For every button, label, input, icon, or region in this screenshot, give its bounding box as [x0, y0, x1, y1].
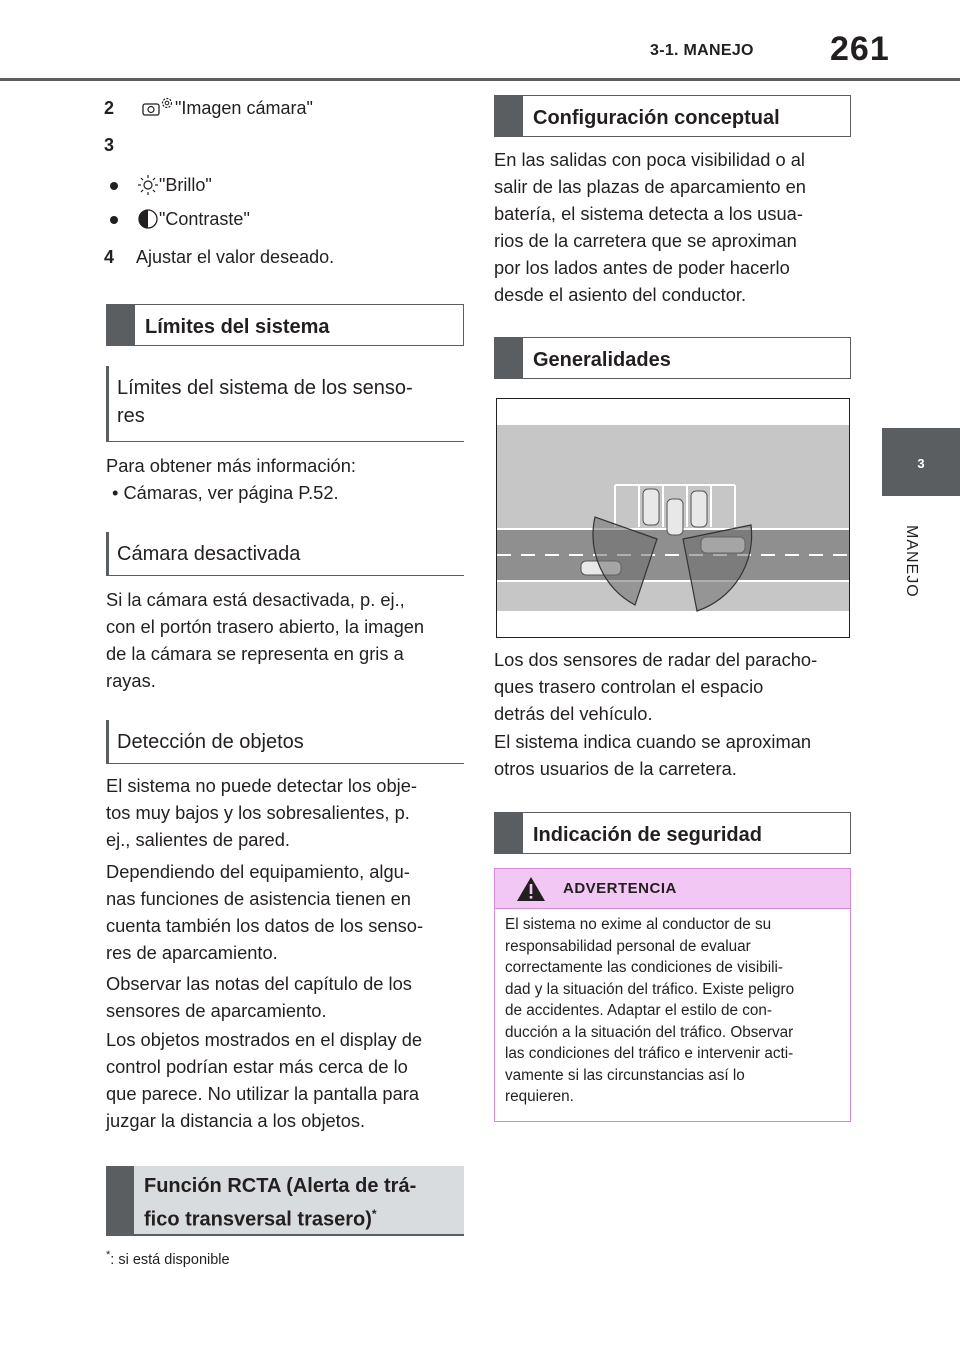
section-header-concept: Configuración conceptual: [494, 95, 851, 137]
paragraph-detection-3: Observar las notas del capítulo de los sensores de aparcamiento.: [106, 973, 412, 1021]
paragraph-general-2: El sistema indica cuando se aproximan otros usuarios de la carretera.: [494, 731, 812, 779]
section-header-general: Generalidades: [494, 337, 851, 379]
section-header-system-limits: Límites del sistema: [106, 304, 464, 346]
page-number: 261: [830, 30, 890, 68]
section-header-safety: Indicación de seguridad: [494, 812, 851, 854]
step-3: 3: [104, 135, 115, 155]
step-4: 4 Ajustar el valor deseado.: [104, 247, 335, 267]
parking-radar-diagram: [497, 399, 849, 637]
contrast-icon: [137, 208, 159, 230]
footnote: *: si está disponible: [106, 1249, 230, 1268]
subheader-camera-disabled: Cámara desactivada: [106, 532, 464, 576]
paragraph-general-1: Los dos sensores de radar del paracho- ques trasero controlan el espacio detrás del vehículo.: [494, 649, 818, 724]
bullet-contrast: "Contraste": [110, 208, 250, 230]
warning-box: [494, 868, 851, 1122]
chapter-label: MANEJO: [903, 525, 920, 598]
chapter-tab: 3: [882, 428, 960, 496]
subheader-sensor-limits: Límites del sistema de los senso- res: [106, 366, 464, 442]
rcta-illustration: [496, 398, 850, 638]
section-title: 3-1. MANEJO: [650, 42, 754, 59]
warning-text: El sistema no exime al conductor de su responsabilidad personal de evaluar correctamente las condiciones de visibili- dad y la situación del tráfico. Existe peligro de accidentes. Adaptar el estilo de con- ducción a la situación del tráfico. Observar las condiciones del tráfico e intervenir acti- vamente si las circunstancias así lo requieren.: [505, 916, 795, 1105]
bullet-brightness: "Brillo": [110, 174, 212, 196]
paragraph-detection-4: Los objetos mostrados en el display de control podrían estar más cerca de lo que parece. No utilizar la pantalla para juzgar la distancia a los objetos.: [106, 1029, 423, 1131]
brightness-icon: [137, 174, 159, 196]
paragraph-detection-2: Dependiendo del equipamiento, algu- nas funciones de asistencia tienen en cuenta también los datos de los senso- res de aparcamiento.: [106, 861, 424, 963]
paragraph-more-info: Para obtener más información: • Cámaras, ver página P.52.: [106, 455, 356, 503]
paragraph-concept: En las salidas con poca visibilidad o al salir de las plazas de aparcamiento en batería, el sistema detecta a los usua- rios de la carretera que se aproximan por los lados antes de poder hacerlo desde el asiento del conductor.: [494, 149, 806, 305]
warning-label: ADVERTENCIA: [563, 880, 677, 897]
paragraph-camera-disabled: Si la cámara está desactivada, p. ej., con el portón trasero abierto, la imagen de la cámara se representa en gris a rayas.: [106, 589, 425, 691]
paragraph-detection-1: El sistema no puede detectar los obje- tos muy bajos y los sobresalientes, p. ej., salientes de pared.: [106, 775, 417, 850]
subheader-object-detection: Detección de objetos: [106, 720, 464, 764]
section-header-rcta: Función RCTA (Alerta de trá- fico transversal trasero)*: [106, 1166, 464, 1236]
warning-icon: [515, 875, 547, 903]
step-2: 2 "Imagen cámara": [104, 98, 313, 118]
camera-settings-icon: [141, 96, 175, 118]
header-rule: [0, 78, 960, 81]
